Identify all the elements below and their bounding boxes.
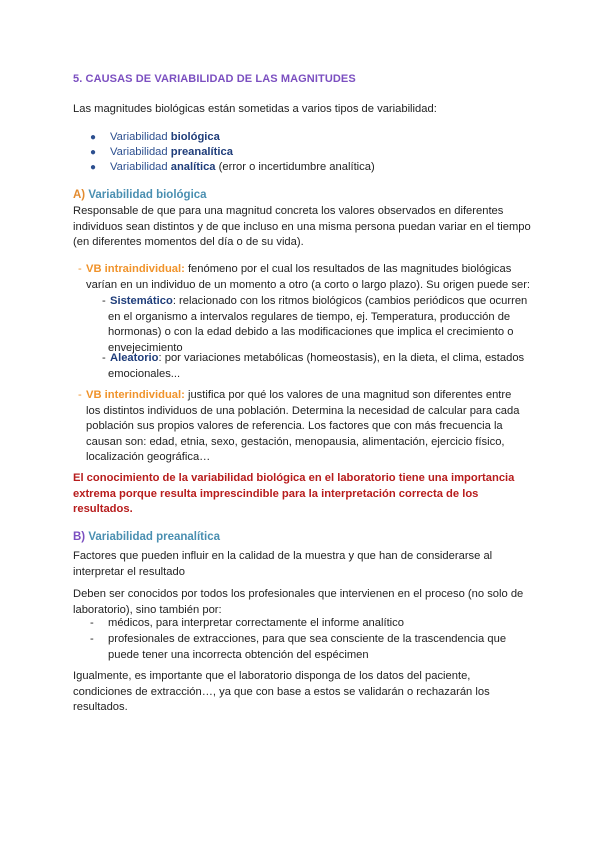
section-b-paragraph-3: Igualmente, es importante que el laboratorio disponga de los datos del paciente, condiciones de extracción…, ya que con base a estos se validarán o rechazarán los resultados. xyxy=(73,670,490,714)
list-item: profesionales de extracciones, para que sea consciente de la trascendencia que puede tener una incorrecta obtención del espécimen xyxy=(108,633,507,661)
section-a-heading: A) Variabilidad biológica xyxy=(73,189,207,201)
section-a-letter: A) xyxy=(73,189,86,201)
vb-intra-label: VB intraindividual: xyxy=(86,263,185,275)
section-title: 5. CAUSAS DE VARIABILIDAD DE LAS MAGNITUDES xyxy=(73,73,356,85)
bullet-bold: analítica xyxy=(170,161,216,173)
bullet-bold: preanalítica xyxy=(170,146,233,158)
section-a-paragraph: Responsable de que para una magnitud concreta los valores observados en diferentes individuos sean distintos y de que incluso en una misma persona puedan variar en el tiempo (en diferentes momentos del día o de su vida). xyxy=(73,205,531,249)
dash-icon: - xyxy=(90,633,94,645)
bullet-pre: Variabilidad xyxy=(110,161,171,173)
dash-icon: - xyxy=(78,263,82,275)
bullet-bold: biológica xyxy=(170,131,220,143)
bullet-icon: ● xyxy=(90,132,97,143)
sistematico-item: Sistemático: relacionado con los ritmos biológicos (cambios periódicos que ocurren en el organismo a intervalos regulares de tiempo, ej. Temperatura, producción de hormonas) o con la edad debido a las modificaciones que implica el crecimiento o envejecimiento xyxy=(108,295,528,354)
vb-inter-label: VB interindividual: xyxy=(86,389,185,401)
aleatorio-label: Aleatorio xyxy=(110,352,159,364)
intro-text: Las magnitudes biológicas están sometidas a varios tipos de variabilidad: xyxy=(73,103,437,115)
bullet-pre: Variabilidad xyxy=(110,131,171,143)
section-b-paragraph-1: Factores que pueden influir en la calidad de la muestra y que han de considerarse al interpretar el resultado xyxy=(73,550,493,578)
list-item: médicos, para interpretar correctamente el informe analítico xyxy=(108,617,404,629)
section-b-paragraph-2: Deben ser conocidos por todos los profesionales que intervienen en el proceso (no solo de laboratorio), sino también por: xyxy=(73,588,524,616)
dash-icon: - xyxy=(102,295,106,307)
dash-icon: - xyxy=(90,617,94,629)
bullet-icon: ● xyxy=(90,147,97,158)
bullet-icon: ● xyxy=(90,162,97,173)
vb-intraindividual: VB intraindividual: fenómeno por el cual los resultados de las magnitudes biológicas varían en un individuo de un momento a otro (a corto o largo plazo). Su origen puede ser: xyxy=(86,263,531,291)
sistematico-label: Sistemático xyxy=(110,295,173,307)
aleatorio-item: Aleatorio: por variaciones metabólicas (homeostasis), en la dieta, el clima, estados emocionales... xyxy=(108,352,525,380)
bullet-post: (error o incertidumbre analítica) xyxy=(215,161,375,173)
vb-interindividual: VB interindividual: justifica por qué los valores de una magnitud son diferentes entre los distintos individuos de una población. Determina la necesidad de calcular para cada población sus propios valores de referencia. Los factores que con más frecuencia la causan son: edad, etnia, sexo, gestación, menopausia, alimentación, ejercicio físico, localización geográfica… xyxy=(86,389,520,464)
important-note: El conocimiento de la variabilidad biológica en el laboratorio tiene una importancia extrema porque resulta imprescindible para la interpretación correcta de los resultados. xyxy=(73,472,515,516)
bullet-pre: Variabilidad xyxy=(110,146,171,158)
dash-icon: - xyxy=(78,389,82,401)
section-b-heading: B) Variabilidad preanalítica xyxy=(73,531,221,543)
dash-icon: - xyxy=(102,352,106,364)
section-b-letter: B) xyxy=(73,531,86,543)
